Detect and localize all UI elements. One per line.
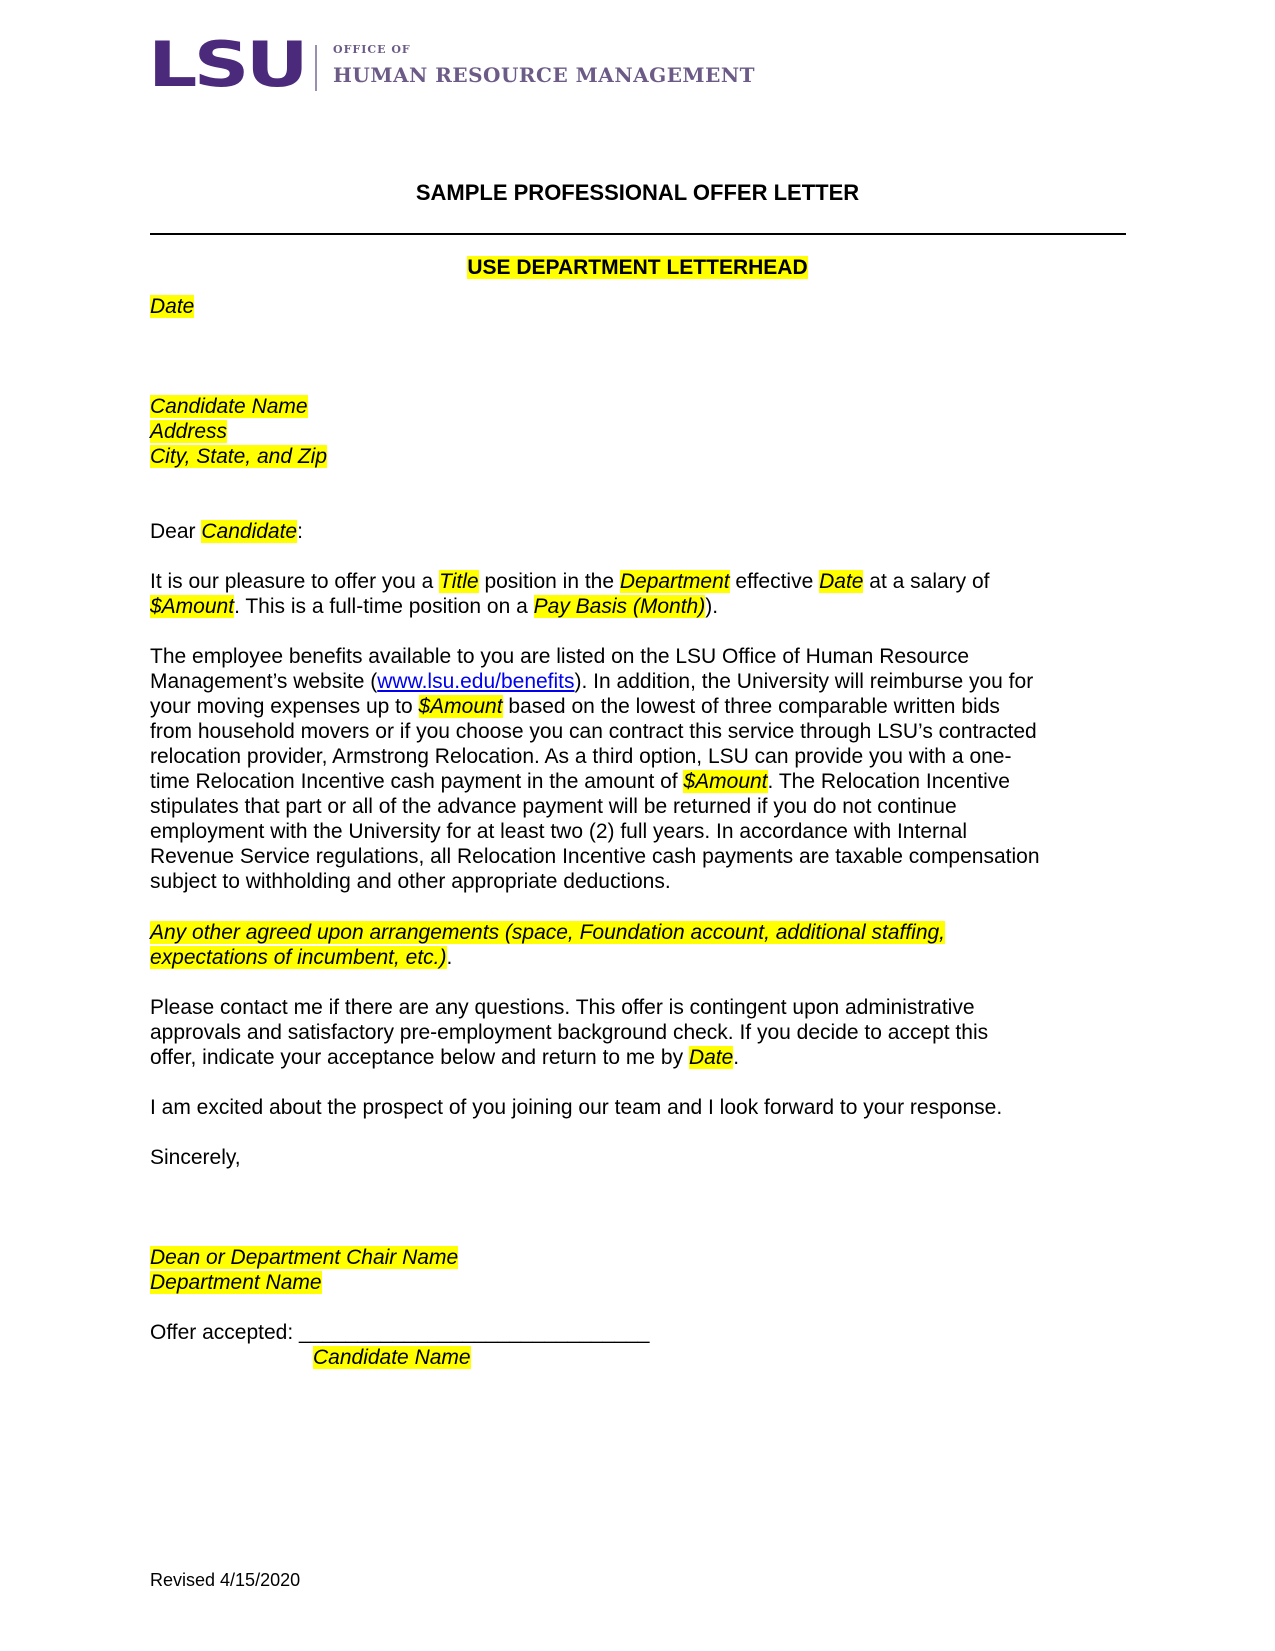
benefits-line: relocation provider, Armstrong Relocation. As a third option, LSU can provide you with a one- <box>150 745 1012 768</box>
signature-blank: ______________________________ <box>299 1321 650 1344</box>
benefits-line: time Relocation Incentive cash payment in the amount of $Amount. The Relocation Incentive <box>150 770 1010 793</box>
benefits-line: from household movers or if you choose you can contract this service through LSU’s contracted <box>150 720 1037 743</box>
benefits-line: subject to withholding and other appropriate deductions. <box>150 870 671 893</box>
title-rule <box>150 233 1126 235</box>
signer-department: Department Name <box>150 1271 322 1294</box>
letter-date: Date <box>150 295 195 318</box>
offer-line: $Amount. This is a full-time position on a Pay Basis (Month)). <box>150 595 719 618</box>
benefits-line: The employee benefits available to you are listed on the LSU Office of Human Resource <box>150 645 970 668</box>
salutation: Dear Candidate: <box>150 520 303 543</box>
logo-office-of: OFFICE OF <box>333 43 411 56</box>
revision-footer: Revised 4/15/2020 <box>150 1570 301 1590</box>
arrangements-line: Any other agreed upon arrangements (space, Foundation account, additional staffing, <box>150 921 946 944</box>
document-title: SAMPLE PROFESSIONAL OFFER LETTER <box>415 180 860 205</box>
signer-name: Dean or Department Chair Name <box>150 1246 459 1269</box>
arrangements-line: expectations of incumbent, etc.). <box>150 946 453 969</box>
offer-line: It is our pleasure to offer you a Title position in the Department effective Date at a salary of <box>150 570 990 593</box>
lsu-wordmark: LSU <box>148 28 305 101</box>
closing: Sincerely, <box>150 1146 241 1169</box>
benefits-line: Revenue Service regulations, all Relocation Incentive cash payments are taxable compensation <box>150 845 1040 868</box>
contact-line: approvals and satisfactory pre-employment background check. If you decide to accept this <box>150 1021 989 1044</box>
recipient-address: Address <box>150 420 228 443</box>
logo-department: HUMAN RESOURCE MANAGEMENT <box>333 63 755 87</box>
benefits-line: your moving expenses up to $Amount based on the lowest of three comparable written bids <box>150 695 1000 718</box>
recipient-city: City, State, and Zip <box>150 445 328 468</box>
letterhead-note: USE DEPARTMENT LETTERHEAD <box>467 256 808 279</box>
recipient-name: Candidate Name <box>150 395 308 418</box>
benefits-link[interactable]: www.lsu.edu/benefits <box>377 670 575 693</box>
closing-paragraph: I am excited about the prospect of you joining our team and I look forward to your response. <box>150 1096 1003 1119</box>
acceptance-candidate-name: Candidate Name <box>313 1346 471 1369</box>
benefits-line: stipulates that part or all of the advance payment will be returned if you do not continue <box>150 795 957 818</box>
contact-line: Please contact me if there are any questions. This offer is contingent upon administrative <box>150 996 975 1019</box>
offer-accepted-line: Offer accepted: ______________________________ <box>150 1321 650 1344</box>
contact-line: offer, indicate your acceptance below and return to me by Date. <box>150 1046 740 1069</box>
benefits-line: employment with the University for at least two (2) full years. In accordance with Internal <box>150 820 968 843</box>
logo-divider <box>315 45 317 91</box>
benefits-line: Management’s website (www.lsu.edu/benefits). In addition, the University will reimburse you for <box>150 670 1034 693</box>
